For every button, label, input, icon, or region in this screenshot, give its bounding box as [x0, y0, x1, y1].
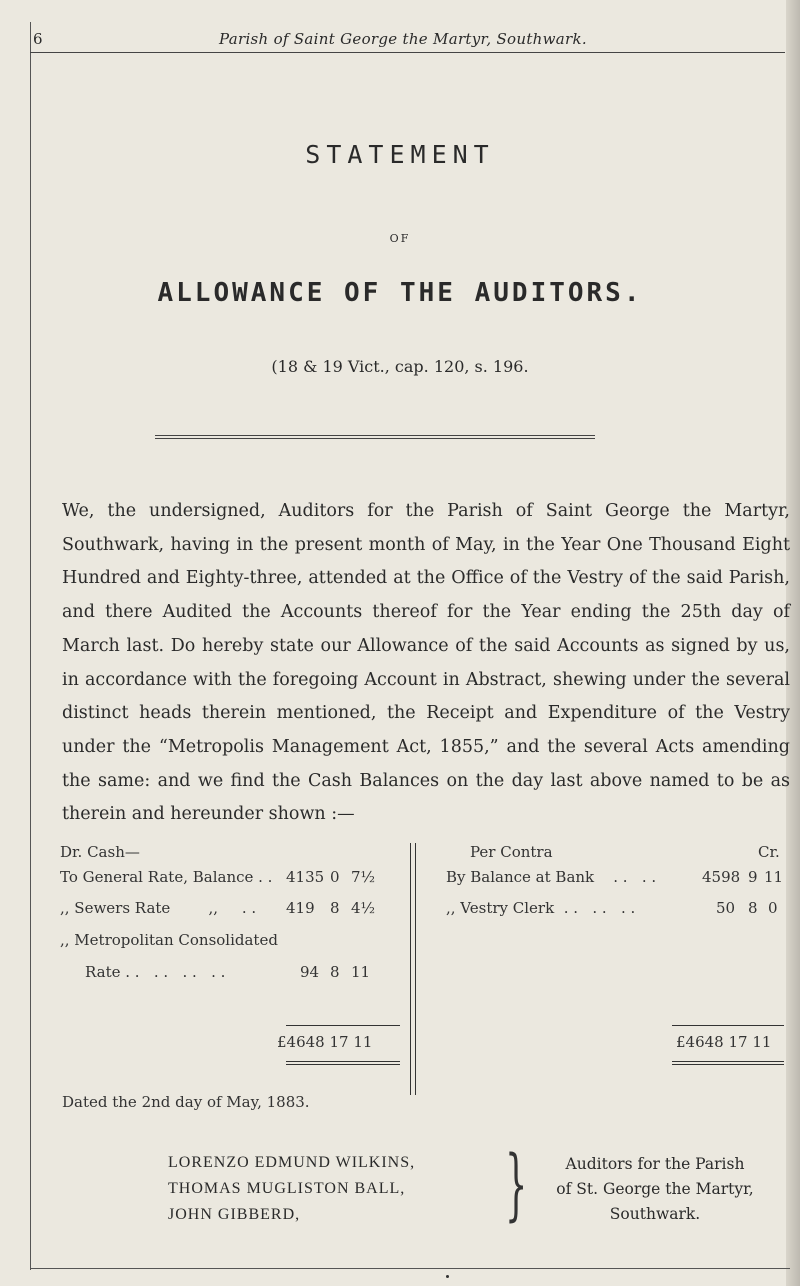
credit-header: Per Contra	[470, 843, 553, 861]
debit-pounds: 94	[300, 963, 320, 981]
credit-abbrev: Cr.	[758, 843, 780, 861]
debit-total-rule	[286, 1061, 400, 1065]
title-connector: OF	[389, 232, 411, 245]
credit-pounds: 4598	[702, 868, 741, 886]
credit-pence: 0	[768, 899, 778, 917]
brace-glyph: }	[505, 1140, 528, 1230]
page-number: 6	[33, 30, 43, 48]
credit-pounds: 50	[716, 899, 736, 917]
credit-pence: 11	[764, 868, 784, 886]
credit-shillings: 9	[748, 868, 758, 886]
debit-label: To General Rate, Balance . .	[60, 868, 273, 886]
auditor-role	[535, 1152, 775, 1227]
column-divider	[410, 843, 416, 1095]
credit-row	[440, 899, 790, 923]
frame-left-rule	[30, 22, 31, 1270]
debit-shillings: 8	[330, 899, 340, 917]
debit-row	[60, 931, 410, 955]
debit-label: ,, Metropolitan Consolidated	[60, 931, 278, 949]
debit-row	[60, 963, 410, 987]
statement-body: We, the undersigned, Auditors for the Parish of Saint George the Martyr, Southwark, having in the present month of May, in the Year One Thousand Eight Hundred and Eighty-three, attended at the Office of the Vestry of the said Parish, and there Audited the Accounts thereof for the Year ending the 25th day of March last. Do hereby state our Allowance of the said Accounts as signed by us, in accordance with the foregoing Account in Abstract, shewing under the several distinct heads therein mentioned, the Receipt and Expenditure of the Vestry under the “Metropolis Management Act, 1855,” and the several Acts amending the same: and we find the Cash Balances on the day last above named to be as therein and hereunder shown :—	[62, 501, 790, 825]
credit-subtotal-rule	[672, 1025, 784, 1026]
credit-shillings: 8	[748, 899, 758, 917]
statute-citation: (18 & 19 Vict., cap. 120, s. 196.	[271, 357, 529, 376]
credit-label: ,, Vestry Clerk . . . . . .	[446, 899, 636, 917]
auditor-role-line: of St. George the Martyr,	[556, 1180, 754, 1198]
debit-pounds: 4135	[286, 868, 325, 886]
running-title: Parish of Saint George the Martyr, Southwark.	[219, 30, 587, 48]
debit-pence: 7½	[351, 868, 376, 886]
auditor-name: LORENZO EDMUND WILKINS,	[168, 1154, 416, 1171]
debit-shillings: 0	[330, 868, 340, 886]
header-rule	[30, 52, 785, 53]
credit-row	[440, 868, 790, 892]
frame-bottom-rule	[30, 1268, 790, 1269]
auditor-name: JOHN GIBBERD,	[168, 1206, 301, 1223]
credit-total: £4648 17 11	[676, 1033, 772, 1051]
debit-header: Dr. Cash—	[60, 843, 140, 861]
debit-pence: 4½	[351, 899, 376, 917]
debit-label: Rate . . . . . . . .	[85, 963, 226, 981]
statement-title: STATEMENT	[305, 140, 495, 169]
debit-total: £4648 17 11	[277, 1033, 373, 1051]
auditor-name: THOMAS MUGLISTON BALL,	[168, 1180, 406, 1197]
section-rule	[155, 435, 595, 439]
debit-pounds: 419	[286, 899, 315, 917]
credit-label: By Balance at Bank . . . .	[446, 868, 657, 886]
debit-row	[60, 899, 410, 923]
debit-shillings: 8	[330, 963, 340, 981]
auditor-role-line: Auditors for the Parish	[565, 1155, 745, 1173]
debit-pence: 11	[351, 963, 371, 981]
debit-label: ,, Sewers Rate ,, . .	[60, 899, 257, 917]
dated-line: Dated the 2nd day of May, 1883.	[62, 1093, 310, 1111]
auditor-role-line: Southwark.	[609, 1205, 701, 1223]
debit-row	[60, 868, 410, 892]
credit-total-rule	[672, 1061, 784, 1065]
auditor-names	[168, 1150, 415, 1228]
statement-subtitle: ALLOWANCE OF THE AUDITORS.	[157, 278, 643, 308]
debit-subtotal-rule	[286, 1025, 400, 1026]
print-mark	[446, 1275, 449, 1278]
